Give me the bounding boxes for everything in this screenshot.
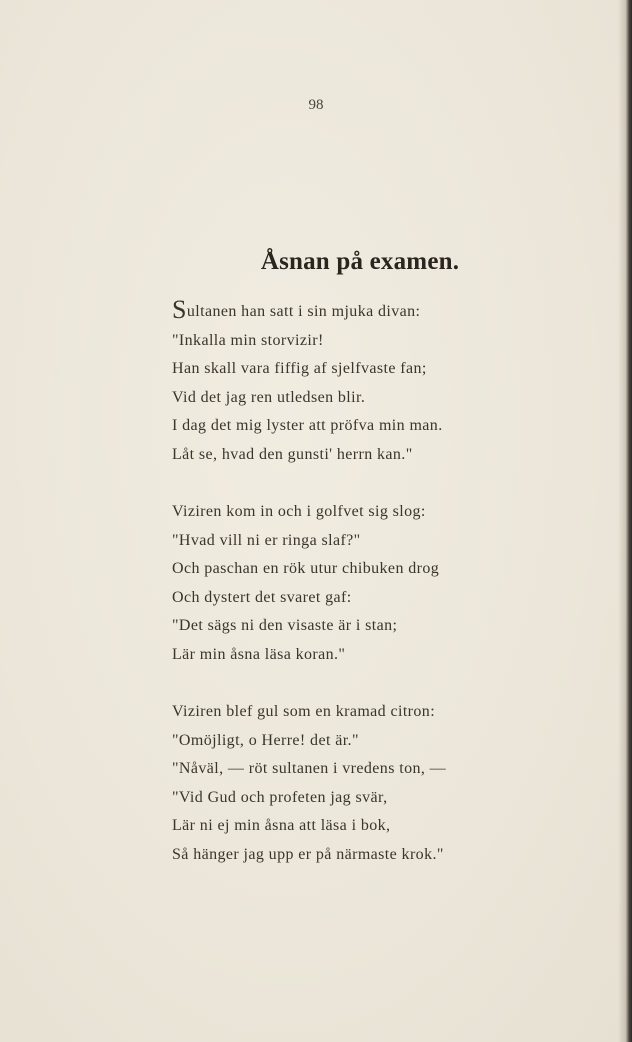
stanza-3 bbox=[172, 698, 532, 869]
poem-line: Lär ni ej min åsna att läsa i bok, bbox=[172, 817, 391, 834]
poem-line: "Omöjligt, o Herre! det är." bbox=[172, 731, 359, 749]
drop-cap: S bbox=[172, 295, 187, 324]
poem-line: I dag det mig lyster att pröfva min man. bbox=[172, 417, 443, 434]
poem-line: "Hvad vill ni er ringa slaf?" bbox=[172, 531, 361, 549]
poem-line: Låt se, hvad den gunsti' herrn kan." bbox=[172, 445, 413, 463]
poem-line: Lär min åsna läsa koran." bbox=[172, 645, 346, 663]
poem-line: Viziren blef gul som en kramad citron: bbox=[172, 703, 436, 720]
poem-line: Och dystert det svaret gaf: bbox=[172, 588, 352, 606]
page-number: 98 bbox=[308, 97, 324, 113]
poem-line: Han skall vara fiffig af sjelfvaste fan; bbox=[172, 360, 427, 377]
page-edge-shadow bbox=[618, 0, 632, 1042]
poem-title: Åsnan på examen. bbox=[260, 248, 460, 275]
poem-line bbox=[172, 295, 532, 327]
poem-line: Vid det jag ren utledsen blir. bbox=[172, 388, 366, 406]
stanza-1 bbox=[172, 295, 532, 469]
stanza-2 bbox=[172, 498, 532, 669]
poem-line: "Det sägs ni den visaste är i stan; bbox=[172, 617, 398, 634]
poem-line: Så hänger jag upp er på närmaste krok." bbox=[172, 845, 444, 863]
poem-line: "Inkalla min storvizir! bbox=[172, 331, 324, 349]
poem-line-text: ultanen han satt i sin mjuka divan: bbox=[186, 303, 421, 320]
poem-line: Och paschan en rök utur chibuken drog bbox=[172, 560, 440, 577]
poem-line: "Vid Gud och profeten jag svär, bbox=[172, 788, 388, 806]
poem-body bbox=[172, 295, 532, 898]
poem-line: Viziren kom in och i golfvet sig slog: bbox=[172, 503, 426, 520]
poem-line: "Nåväl, — röt sultanen i vredens ton, — bbox=[172, 760, 447, 777]
